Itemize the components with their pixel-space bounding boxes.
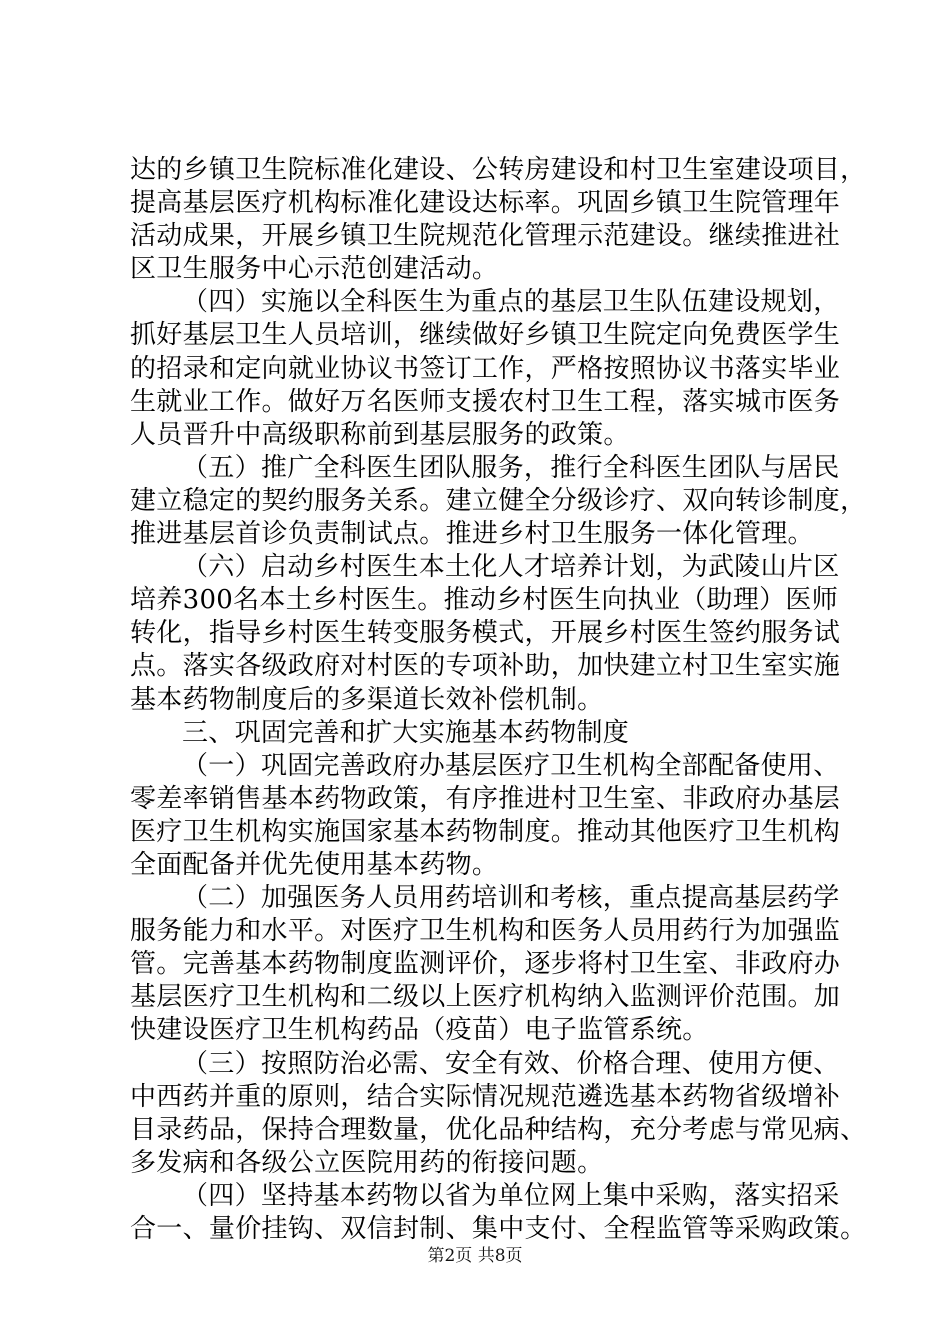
text-line: 零差率销售基本药物政策，有序推进村卫生室、非政府办基层 bbox=[130, 783, 841, 814]
text-line: 活动成果，开展乡镇卫生院规范化管理示范建设。继续推进社 bbox=[130, 221, 841, 252]
text-line: 点。落实各级政府对村医的专项补助，加快建立村卫生室实施 bbox=[130, 651, 841, 682]
text-line: 全面配备并优先使用基本药物。 bbox=[130, 849, 499, 880]
paragraph-start-line: （一）巩固完善政府办基层医疗卫生机构全部配备使用、 bbox=[182, 750, 840, 781]
text-line: 达的乡镇卫生院标准化建设、公转房建设和村卫生室建设项目， bbox=[130, 155, 867, 185]
paragraph-start-line: （五）推广全科医生团队服务，推行全科医生团队与居民 bbox=[182, 452, 840, 483]
text-line: 快建设医疗卫生机构药品（疫苗）电子监管系统。 bbox=[130, 1015, 709, 1046]
text-line: 管。完善基本药物制度监测评价，逐步将村卫生室、非政府办 bbox=[130, 949, 841, 980]
text-line: 生就业工作。做好万名医师支援农村卫生工程，落实城市医务 bbox=[130, 386, 841, 417]
text-line: 人员晋升中高级职称前到基层服务的政策。 bbox=[130, 419, 630, 450]
text-line: 培养300名本土乡村医生。推动乡村医生向执业（助理）医师 bbox=[130, 585, 839, 616]
page-number-footer: 第2页 共8页 bbox=[427, 1246, 523, 1266]
text-line: 中西药并重的原则，结合实际情况规范遴选基本药物省级增补 bbox=[130, 1081, 841, 1112]
text-line: 建立稳定的契约服务关系。建立健全分级诊疗、双向转诊制度， bbox=[130, 485, 867, 516]
text-line: 基本药物制度后的多渠道长效补偿机制。 bbox=[130, 684, 604, 715]
text-line: 提高基层医疗机构标准化建设达标率。巩固乡镇卫生院管理年 bbox=[130, 188, 841, 219]
paragraph-start-line: （六）启动乡村医生本土化人才培养计划，为武陵山片区 bbox=[182, 552, 840, 583]
text-line: 区卫生服务中心示范创建活动。 bbox=[130, 254, 499, 285]
text-line: 基层医疗卫生机构和二级以上医疗机构纳入监测评价范围。加 bbox=[130, 982, 841, 1013]
text-line: 目录药品，保持合理数量，优化品种结构，充分考虑与常见病、 bbox=[130, 1114, 867, 1145]
paragraph-start-line: （三）按照防治必需、安全有效、价格合理、使用方便、 bbox=[182, 1048, 840, 1079]
text-line: 合一、量价挂钩、双信封制、集中支付、全程监管等采购政策。 bbox=[130, 1214, 867, 1244]
text-line: 转化，指导乡村医生转变服务模式，开展乡村医生签约服务试 bbox=[130, 618, 841, 649]
text-line: 多发病和各级公立医院用药的衔接问题。 bbox=[130, 1147, 604, 1178]
paragraph-start-line: （二）加强医务人员用药培训和考核，重点提高基层药学 bbox=[182, 883, 840, 914]
section-heading: 三、巩固完善和扩大实施基本药物制度 bbox=[182, 717, 630, 748]
text-line: 的招录和定向就业协议书签订工作，严格按照协议书落实毕业 bbox=[130, 353, 841, 384]
document-body bbox=[130, 154, 867, 1246]
text-line: 服务能力和水平。对医疗卫生机构和医务人员用药行为加强监 bbox=[130, 916, 841, 947]
text-line: 抓好基层卫生人员培训，继续做好乡镇卫生院定向免费医学生 bbox=[130, 320, 841, 351]
paragraph-start-line: （四）坚持基本药物以省为单位网上集中采购，落实招采 bbox=[182, 1180, 840, 1211]
text-line: 医疗卫生机构实施国家基本药物制度。推动其他医疗卫生机构 bbox=[130, 816, 841, 847]
text-line: 推进基层首诊负责制试点。推进乡村卫生服务一体化管理。 bbox=[130, 519, 814, 550]
paragraph-start-line: （四）实施以全科医生为重点的基层卫生队伍建设规划， bbox=[182, 287, 840, 318]
